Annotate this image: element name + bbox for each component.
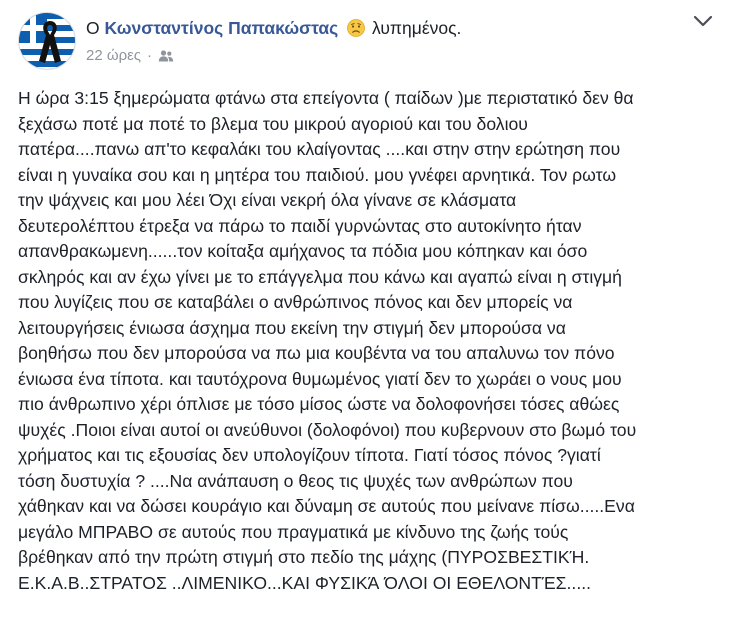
chevron-down-icon[interactable] bbox=[693, 14, 713, 28]
post-text-line: μεγάλο ΜΠΡΑΒΟ σε αυτούς που πραγματικά με κίνδυνο της ζωής τούς bbox=[18, 521, 569, 542]
post-title-line bbox=[86, 17, 461, 39]
post-text-line: βοηθήσω που δεν μπορούσα να πω μια κουβέντα να του απαλυνω τον πόνο bbox=[18, 343, 615, 363]
post-text-line: χρήματος και τις εξουσίας δεν υπολογίζουν τίποτα. Γιατί τόσος πόνος ?γιατί bbox=[18, 445, 601, 465]
post-text-line: που λυγίζεις που σε καταβάλει ο ανθρώπινος πόνος και δεν μπορείς να bbox=[18, 292, 573, 312]
post-text-line: ψυχές .Ποιοι είναι αυτοί οι ανεύθυνοι (δολοφόνοι) που κυβερνουν στο βωμό του bbox=[18, 419, 637, 440]
post-body-text bbox=[18, 86, 718, 596]
author-prefix: Ο bbox=[86, 18, 100, 38]
post-timestamp[interactable]: 22 ώρες bbox=[86, 47, 142, 64]
post-text-line: Η ώρα 3:15 ξημερώματα φτάνω στα επείγοντα ( παίδων )με περιστατικό δεν θα bbox=[18, 88, 634, 108]
post-text-line: βρέθηκαν από την πρώτη στιγμή στο πεδίο της μάχης (ΠΥΡΟΣΒΕΣΤΙΚΉ. bbox=[18, 547, 590, 567]
post-text-line: είναι η γυναίκα σου και η μητέρα του παιδιού. μου γνέφει αρνητικά. Τον ρωτω bbox=[18, 164, 617, 185]
post-header bbox=[14, 12, 721, 76]
sad-face-emoji-icon bbox=[347, 19, 365, 37]
feeling-label: λυπημένος. bbox=[372, 18, 462, 38]
post-text-line: τόση δυστυχία ? ....Να ανάπαυση ο θεος τις ψυχές των ανθρώπων που bbox=[18, 470, 573, 491]
profile-avatar[interactable] bbox=[18, 12, 76, 70]
post-text-line: λειτουργήσεις ένιωσα άσχημα που εκείνη την στιγμή δεν μπορούσα να bbox=[18, 317, 566, 338]
post-text-line: ξεχάσω ποτέ μα ποτέ το βλεμα του μικρού αγοριού και του δολιου bbox=[18, 113, 528, 134]
post-text-line: χάθηκαν και να δώσει κουράγιο και δύναμη σε αυτούς που μείνανε πίσω.....Ενα bbox=[18, 496, 635, 516]
post-text-line: σκληρός και αν έχω γίνει με το επάγγελμα που κάνω και αγαπώ είναι η στιγμή bbox=[18, 266, 622, 287]
post-text-line: δευτερολέπτου έτρεξα να πάρω το παιδί γυρνώντας στο αυτοκίνητο ήταν bbox=[18, 215, 582, 236]
post-text-line: πατέρα....πανω απ'το κεφαλάκι του κλαίγοντας ....και στην στην ερώτηση που bbox=[18, 139, 621, 159]
post-text-line: Ε.Κ.Α.Β..ΣΤΡΑΤΟΣ ..ΛΙΜΕΝΙΚΟ...ΚΑΙ ΦΥΣΙΚΆ ΌΛΟΙ ΟΙ ΕΘΕΛΟΝΤΈΣ..... bbox=[18, 572, 591, 593]
post-text-line: ένιωσα ένα τίποτα. και ταυτόχρονα θυμωμένος γιατί δεν το χωράει ο νους μου bbox=[18, 368, 622, 389]
post-subline bbox=[86, 47, 461, 64]
post-meta bbox=[86, 17, 461, 64]
separator-dot: · bbox=[147, 47, 153, 64]
post-text-line: την ψάχνεις και μου λέει Όχι είναι νεκρή όλα γίνανε σε κλάσματα bbox=[18, 190, 517, 210]
greek-flag-mourning-ribbon-avatar bbox=[19, 13, 76, 70]
post-text-line: απανθρακωμενη......τον κοίταξα αμήχανος τα πόδια μου κόπηκαν και όσο bbox=[18, 241, 588, 261]
author-name-link[interactable]: Κωνσταντίνος Παπακώστας bbox=[104, 18, 339, 38]
post-text-line: πιο άνθρωπινο χέρι όπλισε με τόσο μίσος ώστε να δολοφονήσει τόσες αθώες bbox=[18, 394, 620, 414]
friends-icon[interactable] bbox=[158, 49, 174, 63]
